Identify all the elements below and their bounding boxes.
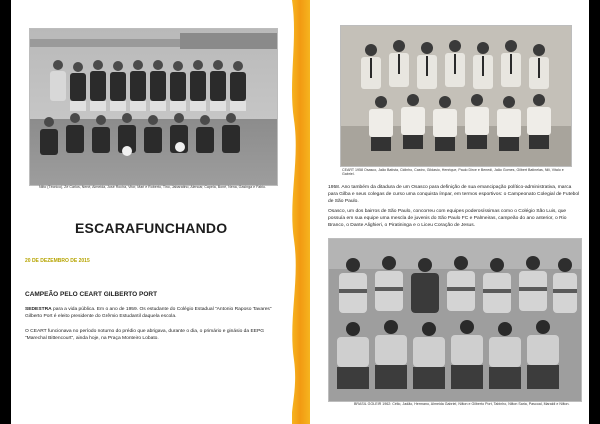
paragraph-1-rest: para a vida pública. Em o ano de 1959. Os estudante do Colégio Estadual “Antonio Raposo Tavares” Gilberto Port é eleito presidente do Grêmio Estudantil daquela escola. xyxy=(25,307,272,319)
paragraph-1 xyxy=(25,306,283,320)
left-page xyxy=(11,0,292,424)
right-paragraph-1: 1958. Ano também da ditadura de um Osasco para definição de sua emancipação político-administrativa, marca para Gilba e seus colegas de curso uma conquista ímpar, em termos esportivos: o Campeonato Colegial de Futebol de São Paulo. xyxy=(328,185,580,204)
team-photo-left-image xyxy=(30,29,277,185)
right-edge xyxy=(589,0,600,424)
section-heading: CAMPEÃO PELO CEART GILBERTO PORT xyxy=(25,291,158,298)
team-photo-left xyxy=(29,28,278,186)
team-photo-ceart-1958-caption: CEART 1958 Osasco, Jaão Batista, Cidinho, Castro, Gildasio, Henrique, Paulo Dirce e Benedi, Jaão Gomes, Gilbert Batinelas, Nili, Vitalo e Gabriel. xyxy=(342,168,564,177)
team-photo-left-caption: Nilto (Técnico), Zé Carlos, Nené, Almeida, José Rocha, Vitor, Mari e Roberto, Tino, Jabaratino, Alencar, Capela, Boné, Nena, Gasinga e Fabio. xyxy=(39,185,267,189)
team-photo-brasil-1962-image xyxy=(329,239,581,401)
paragraph-2: O CEART funcionava no período noturno do prédio que abrigava, durante o dia, o primário e ginásio da EEPG “Marechal Bittencourt”, ainda hoje, na Praça Monteiro Lobato. xyxy=(25,329,265,341)
post-date: 20 DE DEZEMBRO DE 2015 xyxy=(25,258,90,264)
wave-edge-left xyxy=(284,0,304,424)
team-photo-ceart-1958 xyxy=(340,25,572,167)
right-paragraph-2: Osasco, um dos bairros de São Paulo, concorreu com equipes poderosíssimas como o Colégio São Luis, que possuía em sua equipe uma mescla de juvenis do São Paulo FC e Palmeiras, campeão do ano anterior, o Rio Branco, o Dante Alighieri, o Piratininga e o Liceu Coração de Jesus. xyxy=(328,209,567,228)
team-photo-brasil-1962-caption: BRASIL GOLEIR 1962: Célio, Jadão, Hermano, Almeida Gabriel, Nilton e Gilberto Port, Tabinho, Nilton Saria, Pascoal, Maraldi e Nilton. xyxy=(354,402,570,406)
right-page xyxy=(310,0,589,424)
paragraph-1-lead: SEDESTRA xyxy=(25,307,52,312)
team-photo-brasil-1962 xyxy=(328,238,582,402)
page-title: ESCARAFUNCHANDO xyxy=(75,220,228,236)
team-photo-ceart-1958-image xyxy=(341,26,571,166)
left-edge xyxy=(0,0,11,424)
